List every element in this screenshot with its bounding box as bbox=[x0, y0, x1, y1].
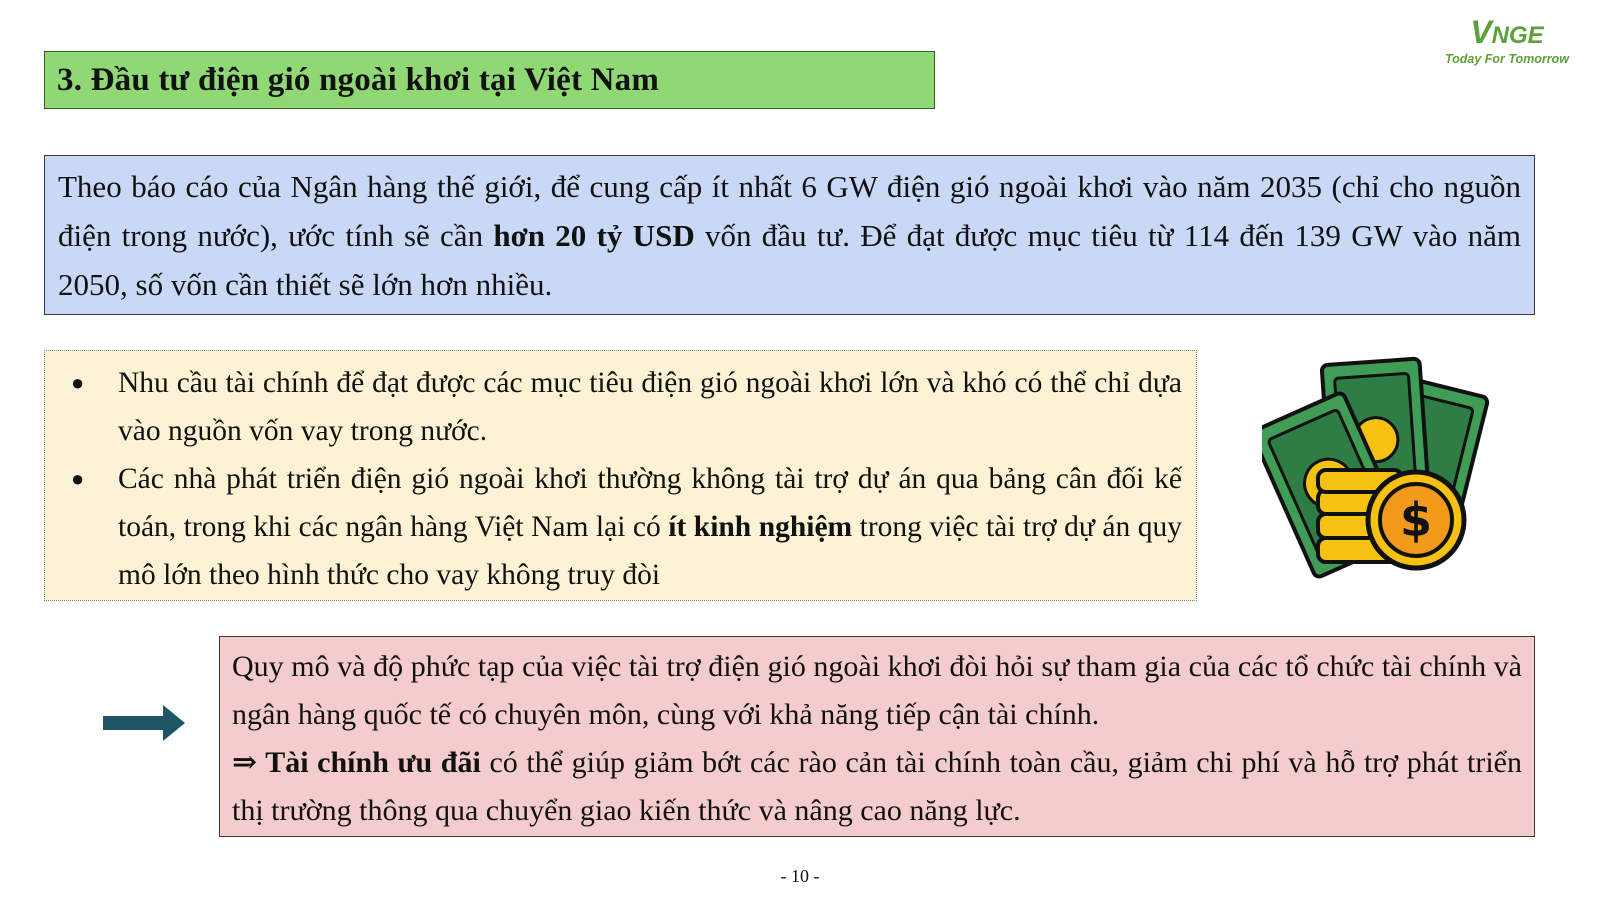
conclusion-box bbox=[219, 636, 1535, 837]
summary-emphasis: hơn 20 tỷ USD bbox=[493, 218, 695, 253]
conclusion-line1: Quy mô và độ phức tạp của việc tài trợ điện gió ngoài khơi đòi hỏi sự tham gia của các tổ chức tài chính và ngân hàng quốc tế có chuyên môn, cùng với khả năng tiếp cận tài chính. bbox=[232, 650, 1522, 731]
summary-text-before: Theo báo cáo của Ngân hàng thế giới, để cung cấp ít nhất 6 GW điện gió ngoài khơi vào năm 2035 (chỉ cho nguồn điện trong nước), ước tính sẽ cần bbox=[58, 169, 1521, 253]
money-stack-icon bbox=[1262, 356, 1498, 588]
conclusion-emphasis: Tài chính ưu đãi bbox=[265, 746, 481, 779]
arrow-right-icon bbox=[103, 705, 185, 741]
page-number: - 10 - bbox=[780, 866, 820, 886]
bullet-emphasis: ít kinh nghiệm bbox=[668, 511, 853, 543]
logo-mark: VNGE bbox=[1470, 14, 1544, 50]
conclusion-line2: có thể giúp giảm bớt các rào cản tài chính toàn cầu, giảm chi phí và hỗ trợ phát triển thị trường thông qua chuyển giao kiến thức và nâng cao năng lực. bbox=[232, 746, 1522, 827]
bullet-item: ● Nhu cầu tài chính để đạt được các mục tiêu điện gió ngoài khơi lớn và khó có thể chỉ dựa vào nguồn vốn vay trong nước. bbox=[65, 359, 1182, 455]
summary-box bbox=[44, 155, 1535, 315]
title-box bbox=[44, 51, 935, 109]
bullet-list bbox=[65, 359, 1182, 599]
bullet-item: ● Các nhà phát triển điện gió ngoài khơi thường không tài trợ dự án qua bảng cân đối kế toán, trong khi các ngân hàng Việt Nam lại có ít kinh nghiệm trong việc tài trợ dự án quy mô lớn theo hình thức cho vay không truy đòi bbox=[65, 455, 1182, 599]
summary-text-after: vốn đầu tư. Để đạt được mục tiêu từ 114 đến 139 GW vào năm 2050, số vốn cần thiết sẽ lớn hơn nhiều. bbox=[58, 218, 1521, 302]
bullet-box bbox=[44, 350, 1197, 601]
page-title: 3. Đầu tư điện gió ngoài khơi tại Việt Nam bbox=[57, 61, 660, 98]
logo-tagline: Today For Tomorrow bbox=[1444, 52, 1570, 66]
implies-symbol: ⇒ bbox=[232, 746, 266, 779]
dollar-symbol: $ bbox=[1399, 493, 1433, 547]
bullet-dot: ● bbox=[71, 370, 85, 395]
bullet-dot: ● bbox=[71, 466, 85, 491]
vnge-logo bbox=[1432, 12, 1582, 82]
